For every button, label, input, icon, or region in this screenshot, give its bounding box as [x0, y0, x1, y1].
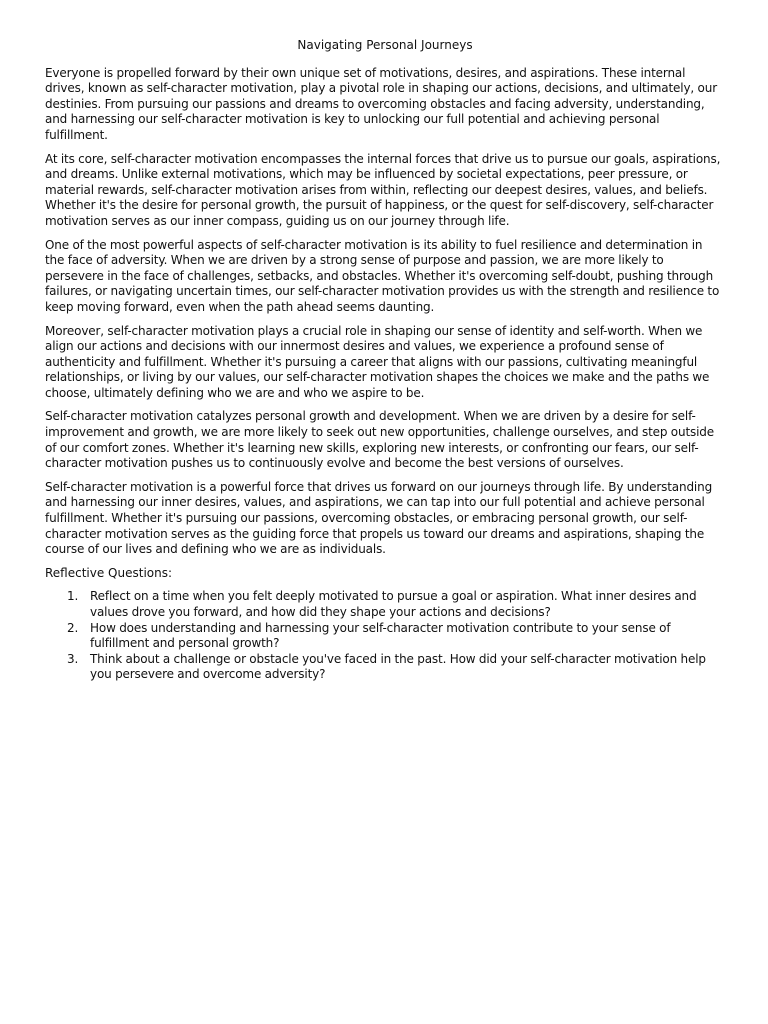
paragraph-6: Self-character motivation is a powerful force that drives us forward on our journeys through life. By understanding and harnessing our inner desires, values, and aspirations, we can tap into our full potential and achieve personal fulfillment. Whether it's pursuing our passions, overcoming obstacles, or embracing personal growth, our self-character motivation serves as the guiding force that propels us toward our dreams and aspirations, shaping the course of our lives and defining who we are as individuals. — [45, 479, 713, 557]
document-page — [45, 38, 725, 683]
paragraph-3: One of the most powerful aspects of self-character motivation is its ability to fuel resilience and determination in the face of adversity. When we are driven by a strong sense of purpose and passion, we are more likely to persevere in the face of challenges, setbacks, and obstacles. Whether it's overcoming self-doubt, pushing through failures, or navigating uncertain times, our self-character motivation provides us with the strength and resilience to keep moving forward, even when the path ahead seems daunting. — [45, 237, 720, 314]
paragraph-1: Everyone is propelled forward by their own unique set of motivations, desires, and aspirations. These internal drives, known as self-character motivation, play a pivotal role in shaping our actions, decisions, and ultimately, our destinies. From pursuing our passions and dreams to overcoming obstacles and facing adversity, understanding, and harnessing our self-character motivation is key to unlocking our full potential and achieving personal fulfillment. — [45, 65, 717, 142]
paragraph-5: Self-character motivation catalyzes personal growth and development. When we are driven by a desire for self-improvement and growth, we are more likely to seek out new opportunities, challenge ourselves, and step outside of our comfort zones. Whether it's learning new skills, exploring new interests, or confronting our fears, our self-character motivation pushes us to continuously evolve and become the best versions of ourselves. — [45, 409, 714, 471]
document-title: Navigating Personal Journeys — [297, 38, 473, 52]
paragraph-4: Moreover, self-character motivation plays a crucial role in shaping our sense of identity and self-worth. When we align our actions and decisions with our innermost desires and values, we experience a profound sense of authenticity and fulfillment. Whether it's pursuing a career that aligns with our passions, cultivating meaningful relationships, or living by our values, our self-character motivation shapes the choices we make and the paths we choose, ultimately defining who we are and who we aspire to be. — [45, 323, 710, 400]
question-item — [45, 652, 725, 683]
question-number: 3. — [67, 651, 79, 666]
question-text: How does understanding and harnessing your self-character motivation contribute to your sense of fulfillment and personal growth? — [90, 620, 671, 651]
question-number: 1. — [67, 589, 79, 604]
question-text: Think about a challenge or obstacle you've faced in the past. How did your self-character motivation help you persevere and overcome adversity? — [90, 651, 706, 682]
question-number: 2. — [67, 620, 79, 635]
question-item — [45, 589, 725, 620]
question-text: Reflect on a time when you felt deeply motivated to pursue a goal or aspiration. What inner desires and values drove you forward, and how did they shape your actions and decisions? — [90, 589, 697, 619]
reflective-questions-list — [45, 589, 725, 683]
questions-heading: Reflective Questions: — [45, 565, 173, 580]
paragraph-2: At its core, self-character motivation encompasses the internal forces that drive us to pursue our goals, aspirations, and dreams. Unlike external motivations, which may be influenced by societal expectations, peer pressure, or material rewards, self-character motivation arises from within, reflecting our deepest desires, values, and beliefs. Whether it's the desire for personal growth, the pursuit of happiness, or the quest for self-discovery, self-character motivation serves as our inner compass, guiding us on our journey through life. — [45, 151, 721, 228]
question-item — [45, 621, 725, 652]
